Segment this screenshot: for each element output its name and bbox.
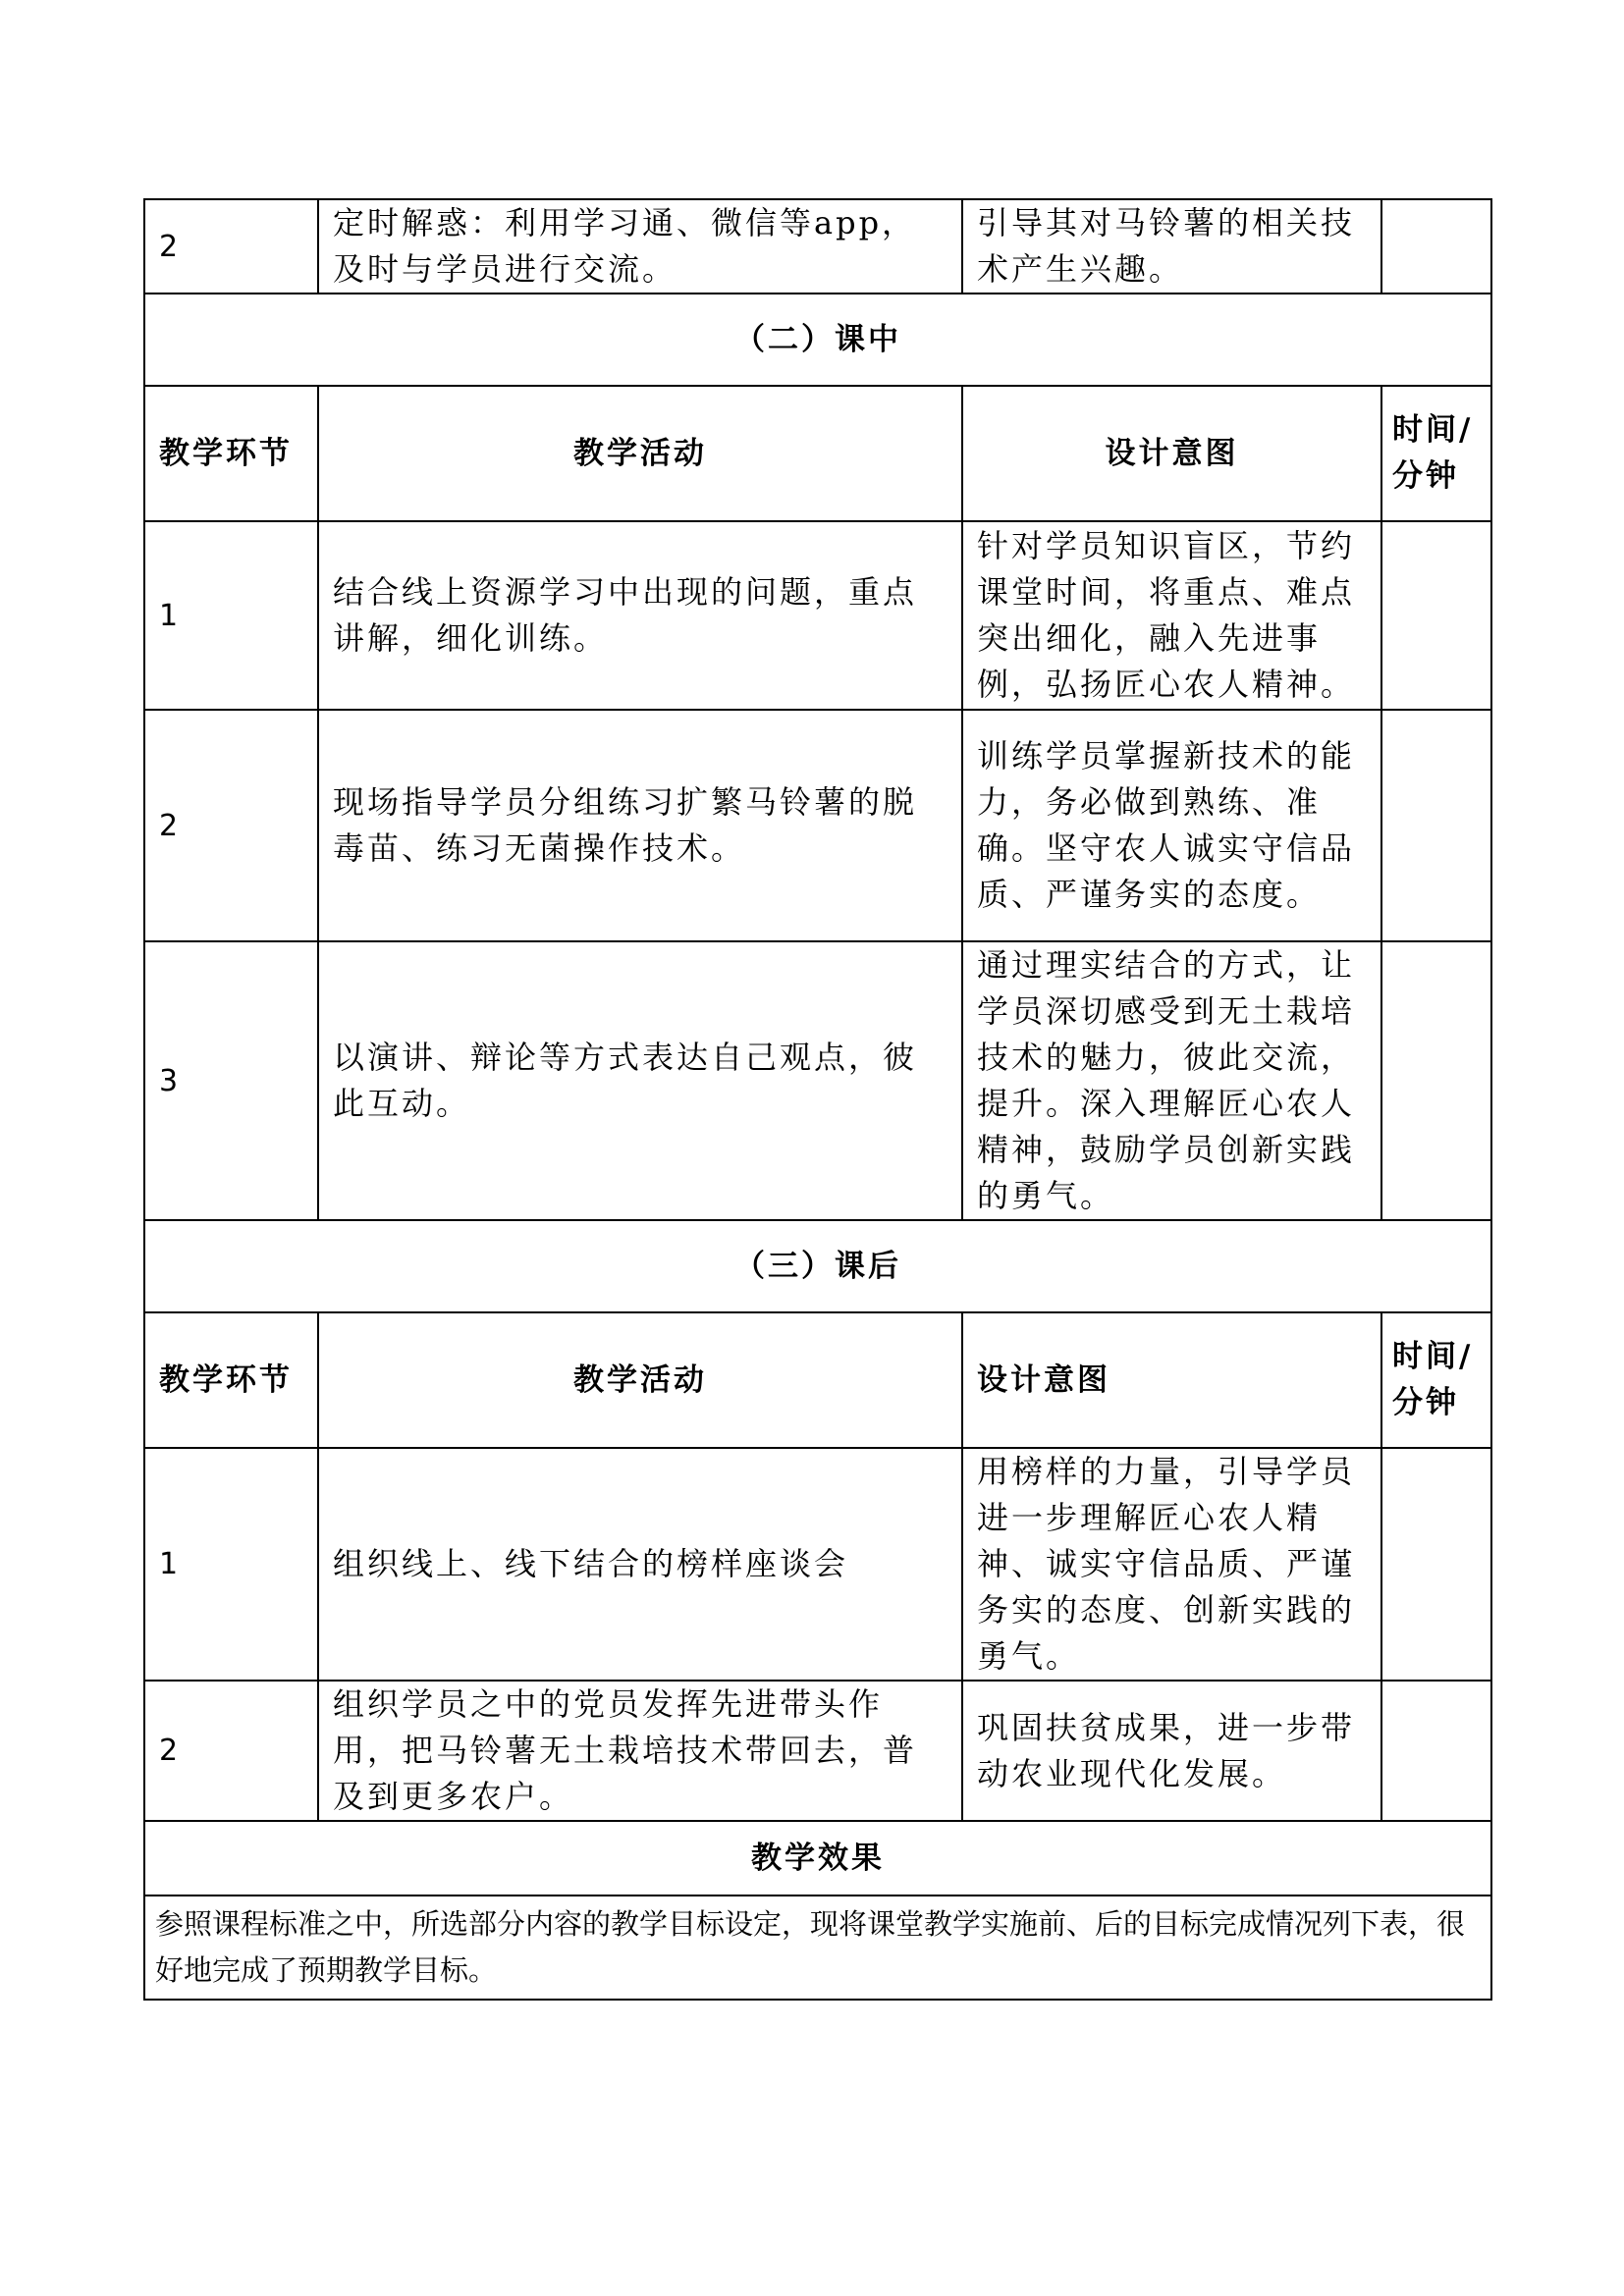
teaching-activity-cell: 以演讲、辩论等方式表达自己观点，彼此互动。 xyxy=(318,941,962,1220)
teaching-activity-cell: 现场指导学员分组练习扩繁马铃薯的脱毒苗、练习无菌操作技术。 xyxy=(318,710,962,941)
design-intent-cell: 针对学员知识盲区，节约课堂时间，将重点、难点突出细化，融入先进事例，弘扬匠心农人精神。 xyxy=(962,521,1381,710)
design-intent-cell: 通过理实结合的方式，让学员深切感受到无土栽培技术的魅力，彼此交流，提升。深入理解匠心农人精神，鼓励学员创新实践的勇气。 xyxy=(962,941,1381,1220)
column-header-activity: 教学活动 xyxy=(318,1312,962,1448)
lesson-plan-table xyxy=(143,198,1492,2001)
column-header-intent: 设计意图 xyxy=(962,386,1381,521)
step-number: 1 xyxy=(144,521,318,710)
table-row xyxy=(144,521,1491,710)
column-header-step: 教学环节 xyxy=(144,1312,318,1448)
table-row xyxy=(144,1681,1491,1821)
column-header-intent: 设计意图 xyxy=(962,1312,1381,1448)
table-row xyxy=(144,710,1491,941)
design-intent-cell: 训练学员掌握新技术的能力，务必做到熟练、准确。坚守农人诚实守信品质、严谨务实的态度。 xyxy=(962,710,1381,941)
section-title-in-class: （二）课中 xyxy=(144,294,1491,386)
design-intent-cell: 引导其对马铃薯的相关技术产生兴趣。 xyxy=(962,199,1381,294)
section-header-row xyxy=(144,1220,1491,1312)
teaching-activity-cell: 组织学员之中的党员发挥先进带头作用，把马铃薯无土栽培技术带回去，普及到更多农户。 xyxy=(318,1681,962,1821)
column-header-activity: 教学活动 xyxy=(318,386,962,521)
design-intent-cell: 用榜样的力量，引导学员进一步理解匠心农人精神、诚实守信品质、严谨务实的态度、创新实践的勇气。 xyxy=(962,1448,1381,1681)
table-row xyxy=(144,199,1491,294)
section-header-row xyxy=(144,1821,1491,1896)
step-number: 2 xyxy=(144,710,318,941)
teaching-activity-cell: 结合线上资源学习中出现的问题，重点讲解，细化训练。 xyxy=(318,521,962,710)
teaching-activity-cell: 组织线上、线下结合的榜样座谈会 xyxy=(318,1448,962,1681)
time-cell xyxy=(1381,521,1491,710)
column-header-time: 时间/分钟 xyxy=(1381,386,1491,521)
table-row xyxy=(144,941,1491,1220)
section-title-effect: 教学效果 xyxy=(144,1821,1491,1896)
section-header-row xyxy=(144,294,1491,386)
time-cell xyxy=(1381,710,1491,941)
effect-paragraph: 参照课程标准之中，所选部分内容的教学目标设定，现将课堂教学实施前、后的目标完成情况列下表，很好地完成了预期教学目标。 xyxy=(144,1896,1491,2000)
step-number: 2 xyxy=(144,199,318,294)
step-number: 3 xyxy=(144,941,318,1220)
teaching-activity-cell: 定时解惑：利用学习通、微信等app，及时与学员进行交流。 xyxy=(318,199,962,294)
time-cell xyxy=(1381,1448,1491,1681)
section-title-after-class: （三）课后 xyxy=(144,1220,1491,1312)
step-number: 2 xyxy=(144,1681,318,1821)
time-cell xyxy=(1381,1681,1491,1821)
step-number: 1 xyxy=(144,1448,318,1681)
column-header-time: 时间/分钟 xyxy=(1381,1312,1491,1448)
column-header-row xyxy=(144,1312,1491,1448)
effect-paragraph-row xyxy=(144,1896,1491,2000)
time-cell xyxy=(1381,199,1491,294)
column-header-step: 教学环节 xyxy=(144,386,318,521)
column-header-row xyxy=(144,386,1491,521)
table-row xyxy=(144,1448,1491,1681)
time-cell xyxy=(1381,941,1491,1220)
design-intent-cell: 巩固扶贫成果，进一步带动农业现代化发展。 xyxy=(962,1681,1381,1821)
